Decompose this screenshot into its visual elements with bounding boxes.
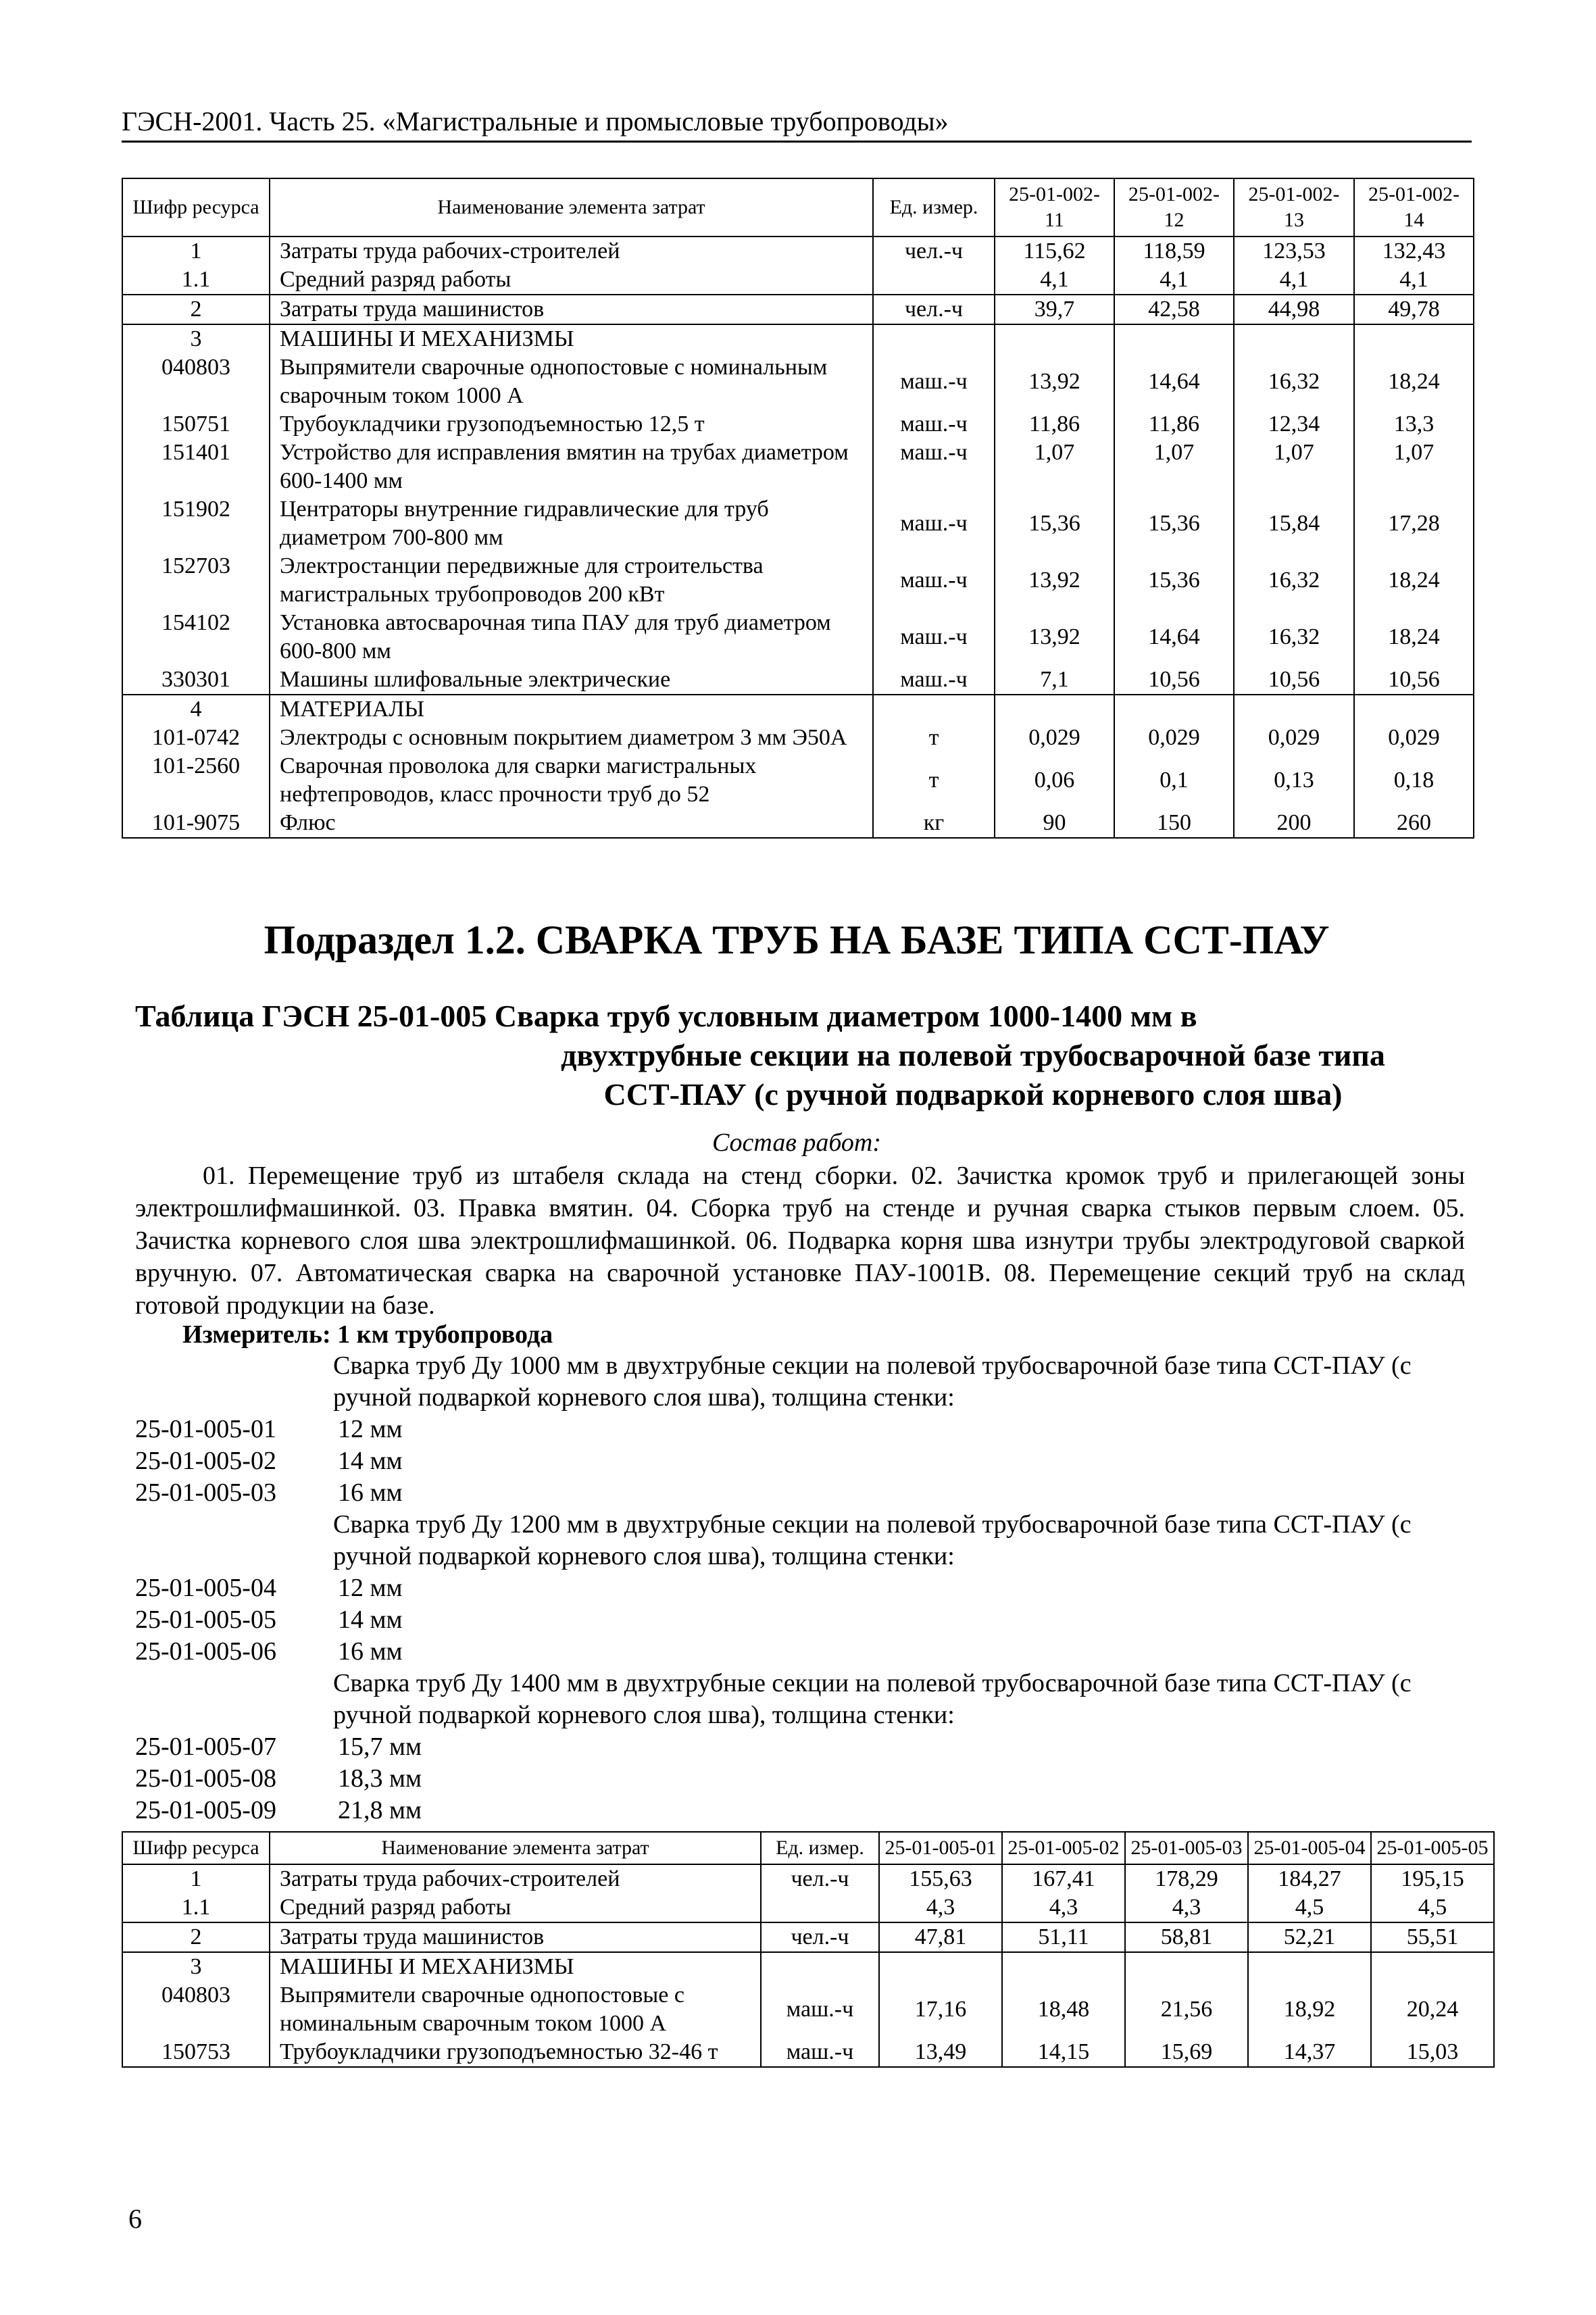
- cell-code: 1: [122, 1864, 270, 1893]
- cell-name: Трубоукладчики грузоподъемностью 12,5 т: [270, 410, 873, 439]
- variant-item: [135, 1477, 1473, 1509]
- cell-value: [995, 695, 1114, 724]
- section-row-machines: [122, 324, 1474, 353]
- variant-value: 16 мм: [338, 1478, 403, 1507]
- work-composition-text: [135, 1160, 1465, 1322]
- cell-code: 101-9075: [122, 809, 270, 838]
- cell-value: 200: [1234, 809, 1354, 838]
- table-title-line-3: ССТ-ПАУ (с ручной подваркой корневого слоя шва): [603, 1077, 1343, 1112]
- cell-value: 15,36: [1114, 552, 1234, 609]
- table-row: [122, 724, 1474, 752]
- cell-value: 0,029: [1114, 724, 1234, 752]
- table-row: [122, 609, 1474, 666]
- cell-value: 1,07: [1354, 439, 1474, 495]
- variant-code: 25-01-005-03: [135, 1478, 276, 1507]
- col-header-norm-3: 25-01-005-03: [1125, 1832, 1248, 1864]
- col-header-norm-5: 25-01-005-05: [1371, 1832, 1494, 1864]
- table-row: [122, 809, 1474, 838]
- cell-value: 4,1: [1234, 266, 1354, 295]
- cell-value: 15,36: [1114, 495, 1234, 552]
- cell-value: 18,24: [1354, 609, 1474, 666]
- variant-value: 16 мм: [338, 1637, 403, 1666]
- variant-item: [135, 1763, 1473, 1795]
- variant-group-heading: Сварка труб Ду 1200 мм в двухтрубные секции на полевой трубосварочной базе типа ССТ-ПАУ (с ручной подваркой корневого слоя шва), толщина стенки:: [333, 1510, 1412, 1570]
- variant-code: 25-01-005-08: [135, 1764, 276, 1793]
- col-header-norm-1: 25-01-005-01: [879, 1832, 1002, 1864]
- cell-value: 195,15: [1371, 1864, 1494, 1893]
- variant-group-heading: Сварка труб Ду 1000 мм в двухтрубные секции на полевой трубосварочной базе типа ССТ-ПАУ (с ручной подваркой корневого слоя шва), толщина стенки:: [333, 1351, 1412, 1412]
- cell-code: 3: [122, 324, 270, 353]
- cell-unit: маш.-ч: [761, 1981, 879, 2038]
- cell-value: 7,1: [995, 666, 1114, 695]
- cell-unit: кг: [873, 809, 995, 838]
- cell-value: 123,53: [1234, 237, 1354, 266]
- cell-value: [1114, 695, 1234, 724]
- cell-code: 1: [122, 237, 270, 266]
- cell-code: 2: [122, 295, 270, 324]
- cell-value: 4,3: [1125, 1893, 1248, 1922]
- cell-value: 18,92: [1248, 1981, 1371, 2038]
- cell-value: 0,1: [1114, 752, 1234, 809]
- cell-name: Затраты труда рабочих-строителей: [270, 237, 873, 266]
- cell-value: 16,32: [1234, 552, 1354, 609]
- cell-value: 0,029: [1354, 724, 1474, 752]
- cell-value: 18,24: [1354, 552, 1474, 609]
- cell-name: Выпрямители сварочные однопостовые с номинальным сварочным током 1000 А: [270, 1981, 761, 2038]
- cell-value: [1114, 324, 1234, 353]
- cell-unit: т: [873, 752, 995, 809]
- cell-value: 0,029: [1234, 724, 1354, 752]
- cell-unit: чел.-ч: [873, 237, 995, 266]
- cell-value: 39,7: [995, 295, 1114, 324]
- table-row: [122, 495, 1474, 552]
- cell-unit: маш.-ч: [873, 353, 995, 410]
- cell-value: 10,56: [1354, 666, 1474, 695]
- cell-unit: [761, 1952, 879, 1981]
- table-row: [122, 1922, 1494, 1952]
- cell-value: 155,63: [879, 1864, 1002, 1893]
- variant-value: 12 мм: [338, 1574, 403, 1602]
- col-header-norm-4: 25-01-002-14: [1354, 178, 1474, 237]
- cell-name: Центраторы внутренние гидравлические для труб диаметром 700-800 мм: [270, 495, 873, 552]
- cell-name: Сварочная проволока для сварки магистральных нефтепроводов, класс прочности труб до 52: [270, 752, 873, 809]
- resource-table-25-01-002: [122, 178, 1474, 839]
- work-composition-caption: Состав работ:: [712, 1128, 882, 1157]
- cell-value: 18,24: [1354, 353, 1474, 410]
- cell-value: 4,5: [1248, 1893, 1371, 1922]
- measurement-unit: Измеритель: 1 км трубопровода: [182, 1320, 553, 1349]
- col-header-norm-2: 25-01-005-02: [1002, 1832, 1125, 1864]
- cell-value: 10,56: [1234, 666, 1354, 695]
- cell-value: 167,41: [1002, 1864, 1125, 1893]
- cell-name: Затраты труда машинистов: [270, 295, 873, 324]
- col-header-norm-1: 25-01-002-11: [995, 178, 1114, 237]
- table-row: [122, 552, 1474, 609]
- cell-value: 12,34: [1234, 410, 1354, 439]
- cell-unit: маш.-ч: [761, 2038, 879, 2067]
- cell-value: [1354, 695, 1474, 724]
- cell-value: 11,86: [1114, 410, 1234, 439]
- cell-value: 13,92: [995, 552, 1114, 609]
- cell-name: Затраты труда рабочих-строителей: [270, 1864, 761, 1893]
- variant-value: 21,8 мм: [338, 1796, 422, 1824]
- table-header-row: [122, 178, 1474, 237]
- col-header-norm-4: 25-01-005-04: [1248, 1832, 1371, 1864]
- cell-value: 15,36: [995, 495, 1114, 552]
- cell-value: 15,69: [1125, 2038, 1248, 2067]
- cell-value: [1125, 1952, 1248, 1981]
- subsection-title: Подраздел 1.2. СВАРКА ТРУБ НА БАЗЕ ТИПА ССТ-ПАУ: [264, 918, 1330, 962]
- cell-code: 154102: [122, 609, 270, 666]
- cell-value: 150: [1114, 809, 1234, 838]
- variant-value: 14 мм: [338, 1447, 403, 1475]
- cell-unit: [873, 695, 995, 724]
- cell-value: 132,43: [1354, 237, 1474, 266]
- cell-value: 14,37: [1248, 2038, 1371, 2067]
- cell-name: Трубоукладчики грузоподъемностью 32-46 т: [270, 2038, 761, 2067]
- variant-item: [135, 1572, 1473, 1604]
- variant-code: 25-01-005-06: [135, 1637, 276, 1666]
- cell-name: Электроды с основным покрытием диаметром 3 мм Э50А: [270, 724, 873, 752]
- cell-code: 101-0742: [122, 724, 270, 752]
- cell-name: Средний разряд работы: [270, 1893, 761, 1922]
- table-row: [122, 410, 1474, 439]
- cell-value: 18,48: [1002, 1981, 1125, 2038]
- table-title-line-2: двухтрубные секции на полевой трубосварочной базе типа: [561, 1038, 1385, 1072]
- cell-code: 1.1: [122, 266, 270, 295]
- cell-unit: чел.-ч: [761, 1864, 879, 1893]
- cell-code: 1.1: [122, 1893, 270, 1922]
- cell-value: 49,78: [1354, 295, 1474, 324]
- cell-value: 58,81: [1125, 1922, 1248, 1952]
- table-row: [122, 752, 1474, 809]
- cell-value: 4,3: [879, 1893, 1002, 1922]
- variant-group-heading: Сварка труб Ду 1400 мм в двухтрубные секции на полевой трубосварочной базе типа ССТ-ПАУ (с ручной подваркой корневого слоя шва), толщина стенки:: [333, 1669, 1412, 1729]
- cell-value: 1,07: [995, 439, 1114, 495]
- variant-code: 25-01-005-01: [135, 1415, 276, 1443]
- cell-unit: маш.-ч: [873, 439, 995, 495]
- cell-value: 47,81: [879, 1922, 1002, 1952]
- cell-value: 15,84: [1234, 495, 1354, 552]
- cell-value: 16,32: [1234, 353, 1354, 410]
- variant-value: 15,7 мм: [338, 1733, 422, 1761]
- table-header-row: [122, 1832, 1494, 1864]
- cell-value: 4,5: [1371, 1893, 1494, 1922]
- variant-value: 14 мм: [338, 1605, 403, 1634]
- variant-code: 25-01-005-04: [135, 1574, 276, 1602]
- variant-code: 25-01-005-02: [135, 1447, 276, 1475]
- table-title: [135, 997, 1473, 1114]
- cell-value: 16,32: [1234, 609, 1354, 666]
- cell-code: 150751: [122, 410, 270, 439]
- cell-unit: маш.-ч: [873, 552, 995, 609]
- section-row-materials: [122, 695, 1474, 724]
- cell-value: 17,28: [1354, 495, 1474, 552]
- table-row: [122, 353, 1474, 410]
- cell-value: 260: [1354, 809, 1474, 838]
- variant-item: [135, 1636, 1473, 1668]
- cell-name: Флюс: [270, 809, 873, 838]
- cell-value: 178,29: [1125, 1864, 1248, 1893]
- cell-value: 0,13: [1234, 752, 1354, 809]
- cell-value: 0,06: [995, 752, 1114, 809]
- cell-unit: [873, 266, 995, 295]
- resource-table-25-01-005: [122, 1831, 1495, 2068]
- cell-name: Устройство для исправления вмятин на трубах диаметром 600-1400 мм: [270, 439, 873, 495]
- cell-unit: т: [873, 724, 995, 752]
- table-row: [122, 439, 1474, 495]
- cell-unit: [761, 1893, 879, 1922]
- cell-unit: маш.-ч: [873, 609, 995, 666]
- table-row: [122, 1893, 1494, 1922]
- cell-value: 44,98: [1234, 295, 1354, 324]
- cell-code: 3: [122, 1952, 270, 1981]
- cell-value: 4,1: [995, 266, 1114, 295]
- cell-value: 13,49: [879, 2038, 1002, 2067]
- cell-name: Установка автосварочная типа ПАУ для труб диаметром 600-800 мм: [270, 609, 873, 666]
- cell-value: [1354, 324, 1474, 353]
- cell-value: 42,58: [1114, 295, 1234, 324]
- cell-value: 0,029: [995, 724, 1114, 752]
- cell-value: 55,51: [1371, 1922, 1494, 1952]
- table-title-line-1: Таблица ГЭСН 25-01-005 Сварка труб условным диаметром 1000-1400 мм в: [135, 999, 1197, 1033]
- cell-name: Машины шлифовальные электрические: [270, 666, 873, 695]
- variant-value: 18,3 мм: [338, 1764, 422, 1793]
- table-row: [122, 295, 1474, 324]
- variant-code: 25-01-005-07: [135, 1733, 276, 1761]
- variant-group: [135, 1668, 1473, 1826]
- norm-variants: [135, 1350, 1473, 1826]
- section-row-machines: [122, 1952, 1494, 1981]
- cell-code: 040803: [122, 1981, 270, 2038]
- cell-value: 20,24: [1371, 1981, 1494, 2038]
- cell-value: 13,92: [995, 353, 1114, 410]
- table-row: [122, 666, 1474, 695]
- table-body: [122, 1864, 1494, 2067]
- cell-unit: маш.-ч: [873, 666, 995, 695]
- table-row: [122, 266, 1474, 295]
- variant-item: [135, 1795, 1473, 1826]
- cell-value: 14,64: [1114, 353, 1234, 410]
- cell-name: Затраты труда машинистов: [270, 1922, 761, 1952]
- cell-value: 90: [995, 809, 1114, 838]
- table-row: [122, 1864, 1494, 1893]
- cell-unit: чел.-ч: [761, 1922, 879, 1952]
- cell-value: [1248, 1952, 1371, 1981]
- cell-value: 4,1: [1354, 266, 1474, 295]
- cell-value: 17,16: [879, 1981, 1002, 2038]
- cell-code: 4: [122, 695, 270, 724]
- cell-value: 4,1: [1114, 266, 1234, 295]
- cell-code: 152703: [122, 552, 270, 609]
- table-row: [122, 237, 1474, 266]
- cell-value: 10,56: [1114, 666, 1234, 695]
- variant-item: [135, 1414, 1473, 1445]
- cell-code: 151401: [122, 439, 270, 495]
- cell-value: [1371, 1952, 1494, 1981]
- cell-value: 51,11: [1002, 1922, 1125, 1952]
- running-header: ГЭСН-2001. Часть 25. «Магистральные и промысловые трубопроводы»: [122, 106, 949, 136]
- cell-value: 0,18: [1354, 752, 1474, 809]
- cell-value: 118,59: [1114, 237, 1234, 266]
- cell-value: 1,07: [1114, 439, 1234, 495]
- variant-value: 12 мм: [338, 1415, 403, 1443]
- col-header-code: Шифр ресурса: [122, 178, 270, 237]
- cell-unit: маш.-ч: [873, 410, 995, 439]
- col-header-code: Шифр ресурса: [122, 1832, 270, 1864]
- cell-unit: [873, 324, 995, 353]
- cell-code: 2: [122, 1922, 270, 1952]
- variant-group: [135, 1350, 1473, 1509]
- cell-code: 101-2560: [122, 752, 270, 809]
- col-header-unit: Ед. измер.: [761, 1832, 879, 1864]
- cell-value: [1002, 1952, 1125, 1981]
- cell-name: Выпрямители сварочные однопостовые с номинальным сварочным током 1000 А: [270, 353, 873, 410]
- section-heading-machines: МАШИНЫ И МЕХАНИЗМЫ: [270, 1952, 761, 1981]
- cell-value: 184,27: [1248, 1864, 1371, 1893]
- cell-code: 330301: [122, 666, 270, 695]
- cell-value: [995, 324, 1114, 353]
- cell-value: 52,21: [1248, 1922, 1371, 1952]
- cell-value: 14,64: [1114, 609, 1234, 666]
- cell-value: 13,92: [995, 609, 1114, 666]
- cell-unit: маш.-ч: [873, 495, 995, 552]
- cell-value: 21,56: [1125, 1981, 1248, 2038]
- cell-value: 11,86: [995, 410, 1114, 439]
- col-header-name: Наименование элемента затрат: [270, 178, 873, 237]
- work-composition-paragraph: 01. Перемещение труб из штабеля склада на стенд сборки. 02. Зачистка кромок труб и прилегающей зоны электрошлифмашинкой. 03. Правка вмятин. 04. Сборка труб на стенде и ручная сварка стыков первым слоем. 05. Зачистка корневого слоя шва электрошлифмашинкой. 06. Подварка корня шва изнутри трубы электродуговой сваркой вручную. 07. Автоматическая сварка на сварочной установке ПАУ-1001В. 08. Перемещение секций труб на склад готовой продукции на базе.: [135, 1162, 1465, 1320]
- cell-code: 151902: [122, 495, 270, 552]
- cell-value: [879, 1952, 1002, 1981]
- variant-code: 25-01-005-05: [135, 1605, 276, 1634]
- col-header-norm-3: 25-01-002-13: [1234, 178, 1354, 237]
- cell-value: [1234, 324, 1354, 353]
- cell-value: 15,03: [1371, 2038, 1494, 2067]
- page-number: 6: [128, 2204, 142, 2234]
- cell-unit: чел.-ч: [873, 295, 995, 324]
- table-row: [122, 2038, 1494, 2067]
- variant-code: 25-01-005-09: [135, 1796, 276, 1824]
- header-rule: [122, 141, 1472, 143]
- cell-code: 150753: [122, 2038, 270, 2067]
- cell-code: 040803: [122, 353, 270, 410]
- cell-name: Средний разряд работы: [270, 266, 873, 295]
- table-row: [122, 1981, 1494, 2038]
- cell-value: 115,62: [995, 237, 1114, 266]
- col-header-name: Наименование элемента затрат: [270, 1832, 761, 1864]
- section-heading-materials: МАТЕРИАЛЫ: [270, 695, 873, 724]
- cell-value: 14,15: [1002, 2038, 1125, 2067]
- variant-group: [135, 1509, 1473, 1668]
- section-heading-machines: МАШИНЫ И МЕХАНИЗМЫ: [270, 324, 873, 353]
- variant-item: [135, 1731, 1473, 1763]
- col-header-norm-2: 25-01-002-12: [1114, 178, 1234, 237]
- col-header-unit: Ед. измер.: [873, 178, 995, 237]
- cell-value: 13,3: [1354, 410, 1474, 439]
- variant-item: [135, 1445, 1473, 1477]
- cell-value: [1234, 695, 1354, 724]
- cell-value: 1,07: [1234, 439, 1354, 495]
- variant-item: [135, 1604, 1473, 1636]
- table-body: [122, 237, 1474, 838]
- cell-value: 4,3: [1002, 1893, 1125, 1922]
- cell-name: Электростанции передвижные для строительства магистральных трубопроводов 200 кВт: [270, 552, 873, 609]
